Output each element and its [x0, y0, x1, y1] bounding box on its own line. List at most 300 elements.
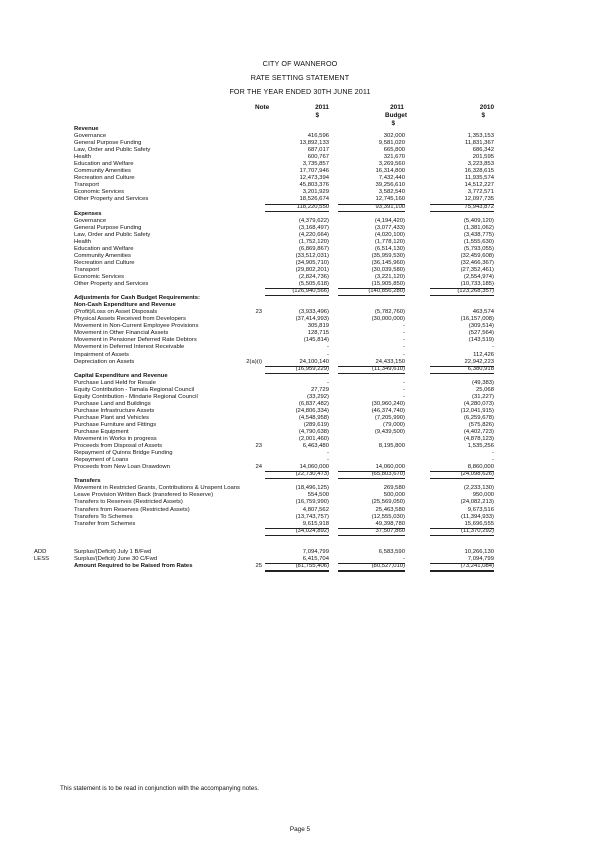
actual-2011-value: 18,526,674 [299, 196, 329, 203]
row-label: Surplus/(Deficit) June 30 C/Fwd [74, 555, 158, 562]
actual-2011-value: (16,959,229) [295, 365, 329, 372]
statement-row [0, 295, 600, 302]
subtotal-rule [430, 366, 494, 367]
statement-row [0, 492, 600, 499]
column-header-2010-year: 2010 [479, 104, 494, 111]
subtotal-rule [338, 563, 405, 564]
statement-row [0, 316, 600, 323]
row-label: Proceeds from Disposal of Assets [74, 443, 163, 450]
actual-2010-value: 11,831,367 [464, 140, 494, 147]
statement-footnote: This statement is to be read in conjunction with the accompanying notes. [60, 785, 260, 792]
statement-row [0, 274, 600, 281]
actual-2011-value: 687,017 [307, 147, 329, 154]
row-label: General Purpose Funding [74, 224, 142, 231]
statement-row [0, 239, 600, 246]
actual-2011-value: (3,933,496) [298, 309, 329, 316]
actual-2010-value: (4,280,073) [463, 400, 494, 407]
statement-row [0, 323, 600, 330]
row-label: Community Amenities [74, 168, 131, 175]
statement-row [0, 196, 600, 203]
actual-2010-value: (2,233,130) [463, 485, 494, 492]
row-label: Purchase Infrastructure Assets [74, 407, 155, 414]
actual-2011-value: 6,463,480 [302, 443, 329, 450]
row-label: Transfers to Reserves (Restricted Assets) [74, 499, 183, 506]
subtotal-row [0, 366, 600, 373]
budget-2011-value: 665,800 [383, 147, 405, 154]
subtotal-rule [430, 528, 494, 529]
row-note: 23 [255, 443, 262, 450]
statement-row [0, 260, 600, 267]
row-label: Transport [74, 266, 99, 273]
statement-row [0, 387, 600, 394]
actual-2010-value: (32,459,608) [460, 252, 494, 259]
column-header-2011-year: 2011 [315, 104, 329, 111]
actual-2010-value: (5,793,055) [463, 245, 494, 252]
subtotal-rule [430, 471, 494, 472]
actual-2010-value: 3,223,853 [467, 161, 494, 168]
statement-row [0, 126, 600, 133]
actual-2011-value: (81,755,406) [295, 562, 329, 569]
column-header-2011-unit: $ [315, 112, 319, 119]
row-label: General Purpose Funding [74, 140, 142, 147]
actual-2010-value: 25,068 [475, 386, 494, 393]
row-label: Movement in Other Financial Assets [74, 330, 169, 337]
budget-2011-value: (80,527,010) [371, 562, 405, 569]
actual-2011-value: (145,814) [303, 337, 329, 344]
row-label: Transfer from Schemes [74, 520, 136, 527]
statement-row [0, 154, 600, 161]
budget-2011-value: 14,060,000 [375, 464, 405, 471]
actual-2011-value: 128,715 [307, 330, 329, 337]
row-label: Movement in Pensioner Deferred Rate Debtors [74, 337, 197, 344]
actual-2011-value: 7,094,799 [302, 548, 329, 555]
row-label: Physical Assets Received from Developers [74, 316, 186, 323]
actual-2010-value: (24,082,213) [460, 499, 494, 506]
row-label: Impairment of Assets [74, 351, 129, 358]
actual-2011-value: 118,220,550 [296, 203, 329, 210]
actual-2011-value: 12,473,394 [299, 175, 329, 182]
row-label: Governance [74, 217, 107, 224]
actual-2010-value: 11,935,574 [464, 175, 494, 182]
actual-2011-value: 3,735,857 [302, 161, 329, 168]
row-prefix: LESS [34, 555, 50, 562]
budget-2011-value: 7,432,440 [378, 175, 405, 182]
actual-2010-value: 463,574 [472, 309, 494, 316]
actual-2010-value: 22,942,223 [464, 358, 494, 365]
actual-2011-value: 17,707,946 [299, 168, 329, 175]
budget-2011-value: (140,856,280) [368, 288, 405, 295]
budget-2011-value: 16,314,800 [375, 168, 405, 175]
column-header-note: Note [255, 104, 270, 111]
statement-row [0, 267, 600, 274]
statement-row [0, 330, 600, 337]
actual-2010-value: 12,097,735 [464, 196, 494, 203]
row-label: Leave Provision Written Back (transfered to Reserve) [74, 492, 214, 499]
budget-2011-value: 24,433,150 [375, 358, 405, 365]
row-label: Transfers To Schemes [74, 513, 133, 520]
actual-2010-value: (49,383) [472, 379, 494, 386]
actual-2010-value: (11,394,933) [461, 513, 494, 520]
actual-2010-value: (309,514) [468, 323, 494, 330]
budget-2011-value: 25,463,580 [375, 506, 405, 513]
row-label: Repayment of Loans [74, 457, 129, 464]
statement-row [0, 211, 600, 218]
row-label: Governance [74, 133, 107, 140]
budget-2011-value: 3,269,560 [378, 161, 405, 168]
actual-2010-value: (575,826) [468, 421, 494, 428]
statement-row [0, 225, 600, 232]
budget-2011-value: 39,256,610 [375, 182, 405, 189]
subtotal-row [0, 288, 600, 295]
row-label: Adjustments for Cash Budget Requirements: [74, 295, 201, 302]
actual-2010-value: (10,733,185) [460, 281, 494, 288]
budget-2011-value: (9,439,500) [374, 429, 405, 436]
row-label: Purchase Plant and Vehicles [74, 414, 149, 421]
row-label: Repayment of Quinns Bridge Funding [74, 450, 173, 457]
actual-2011-value: (6,837,482) [298, 400, 329, 407]
actual-2010-value: (24,098,626) [460, 471, 494, 478]
statement-row [0, 478, 600, 485]
budget-2011-value: - [403, 344, 405, 351]
row-label: Purchase Land and Buildings [74, 400, 151, 407]
actual-2011-value: (34,905,710) [295, 259, 329, 266]
actual-2010-value: 16,328,615 [464, 168, 494, 175]
actual-2011-value: 416,596 [307, 133, 329, 140]
budget-2011-value: (6,514,130) [374, 245, 405, 252]
subtotal-rule [265, 288, 329, 289]
budget-2011-value: 302,000 [383, 133, 405, 140]
total-double-rule [430, 571, 494, 572]
budget-2011-value: 9,581,020 [378, 140, 405, 147]
statement-row [0, 140, 600, 147]
column-header-2010-unit: $ [481, 112, 485, 119]
budget-2011-value: 8,195,800 [378, 443, 405, 450]
budget-2011-value: 93,391,100 [375, 203, 405, 210]
actual-2011-value: (33,292) [307, 393, 329, 400]
statement-row [0, 436, 600, 443]
subtotal-rule [265, 528, 329, 529]
budget-2011-value: (3,221,120) [374, 273, 405, 280]
budget-2011-value: (12,555,030) [371, 513, 405, 520]
subtotal-rule [430, 563, 494, 564]
budget-2011-value: (65,803,670) [371, 471, 405, 478]
actual-2010-value: 201,595 [472, 154, 494, 161]
actual-2010-value: (1,555,630) [463, 238, 494, 245]
actual-2011-value: (4,548,958) [298, 414, 329, 421]
actual-2011-value: (4,379,622) [298, 217, 329, 224]
actual-2011-value: (2,824,736) [298, 273, 329, 280]
row-label: Other Property and Services [74, 281, 149, 288]
budget-2011-value: 12,745,160 [375, 196, 405, 203]
row-label: Movement in Works in progress [74, 436, 157, 443]
budget-2011-value: - [403, 351, 405, 358]
row-label: (Profit)/Loss on Asset Disposals [74, 309, 158, 316]
row-label: Purchase Land Held for Resale [74, 379, 156, 386]
statement-row [0, 464, 600, 471]
row-label: Surplus/(Deficit) July 1 B/Fwd [74, 548, 152, 555]
actual-2010-value: 75,943,872 [464, 203, 494, 210]
column-header-budget-label: Budget [384, 112, 407, 119]
statement-row [0, 373, 600, 380]
actual-2011-value: - [327, 450, 329, 457]
statement-row [0, 337, 600, 344]
statement-row [0, 175, 600, 182]
row-label: Law, Order and Public Safety [74, 231, 151, 238]
actual-2010-value: (12,041,915) [460, 407, 494, 414]
statement-row [0, 182, 600, 189]
row-label: Expenses [74, 210, 102, 217]
subtotal-rule [265, 563, 329, 564]
budget-2011-value: (25,569,050) [371, 499, 405, 506]
budget-2011-value: 500,000 [383, 492, 405, 499]
actual-2010-value: 1,353,153 [467, 133, 494, 140]
row-label: Non-Cash Expenditure and Revenue [74, 302, 176, 309]
row-label: Equity Contribution - Mindarie Regional Council [74, 393, 198, 400]
actual-2011-value: 13,892,133 [299, 140, 329, 147]
budget-2011-value: - [403, 323, 405, 330]
budget-2011-value: (30,039,580) [371, 266, 405, 273]
budget-2011-value: (36,145,960) [371, 259, 405, 266]
actual-2010-value: - [492, 457, 494, 464]
actual-2011-value: (33,512,031) [295, 252, 329, 259]
statement-row [0, 133, 600, 140]
statement-row [0, 415, 600, 422]
column-header-budget-year: 2011 [390, 104, 404, 111]
row-label: Transport [74, 182, 99, 189]
actual-2011-value: (16,759,990) [295, 499, 329, 506]
budget-2011-value: (15,905,850) [371, 281, 405, 288]
actual-2011-value: (289,619) [303, 421, 329, 428]
row-label: Education and Welfare [74, 245, 134, 252]
budget-2011-value: (5,782,760) [374, 309, 405, 316]
statement-title: RATE SETTING STATEMENT [250, 73, 350, 82]
budget-2011-value: (3,077,433) [374, 224, 405, 231]
actual-2010-value: (1,381,062) [463, 224, 494, 231]
statement-row [0, 563, 600, 570]
statement-table [0, 126, 600, 570]
actual-2011-value: 14,060,000 [299, 464, 329, 471]
actual-2010-value: (6,259,678) [463, 414, 494, 421]
actual-2011-value: 3,201,929 [302, 189, 329, 196]
statement-row [0, 408, 600, 415]
actual-2010-value: (16,157,008) [460, 316, 494, 323]
actual-2010-value: 686,342 [472, 147, 494, 154]
row-label: Recreation and Culture [74, 175, 135, 182]
subtotal-row [0, 528, 600, 535]
actual-2011-value: 27,729 [310, 386, 329, 393]
actual-2010-value: (31,227) [472, 393, 494, 400]
statement-row [0, 359, 600, 366]
statement-row [0, 507, 600, 514]
actual-2010-value: 950,000 [472, 492, 494, 499]
budget-2011-value: (46,374,740) [371, 407, 405, 414]
actual-2011-value: - [327, 457, 329, 464]
actual-2011-value: 9,615,918 [302, 520, 329, 527]
actual-2010-value: 8,860,000 [467, 464, 494, 471]
actual-2011-value: 24,100,140 [299, 358, 329, 365]
row-label: Other Property and Services [74, 196, 149, 203]
row-label: Transfers [74, 478, 101, 485]
row-label: Purchase Furniture and Fittings [74, 421, 157, 428]
actual-2011-value: - [327, 344, 329, 351]
subtotal-rule [338, 528, 405, 529]
actual-2011-value: 305,819 [307, 323, 329, 330]
spacer-row [0, 535, 600, 549]
statement-row [0, 499, 600, 506]
budget-2011-value: 49,398,780 [375, 520, 405, 527]
row-label: Economic Services [74, 189, 125, 196]
row-label: Community Amenities [74, 252, 131, 259]
statement-row [0, 253, 600, 260]
budget-2011-value: (1,778,120) [374, 238, 405, 245]
row-label: Purchase Equipment [74, 429, 129, 436]
actual-2011-value: (4,790,638) [298, 429, 329, 436]
statement-row [0, 352, 600, 359]
actual-2011-value: (1,752,120) [298, 238, 329, 245]
actual-2011-value: (5,505,618) [298, 281, 329, 288]
budget-2011-value: 269,580 [383, 485, 405, 492]
actual-2011-value: - [327, 379, 329, 386]
budget-2011-value: 37,507,860 [375, 527, 405, 534]
budget-2011-value: (35,959,530) [371, 252, 405, 259]
actual-2011-value: 554,500 [307, 492, 329, 499]
entity-name: CITY OF WANNEROO [262, 59, 338, 68]
statement-row [0, 549, 600, 556]
subtotal-rule [265, 366, 329, 367]
subtotal-rule [265, 204, 329, 205]
row-label: Health [74, 154, 92, 161]
actual-2010-value: (143,519) [468, 337, 494, 344]
statement-row [0, 309, 600, 316]
budget-2011-value: - [403, 386, 405, 393]
actual-2010-value: 7,094,799 [467, 555, 494, 562]
actual-2011-value: (29,802,201) [295, 266, 329, 273]
row-label: Economic Services [74, 273, 125, 280]
page-number: Page 5 [289, 826, 311, 833]
actual-2010-value: - [492, 450, 494, 457]
statement-row [0, 514, 600, 521]
subtotal-rule [338, 288, 405, 289]
budget-2011-value: - [403, 337, 405, 344]
statement-row [0, 394, 600, 401]
actual-2010-value: (2,554,974) [463, 273, 494, 280]
row-label: Amount Required to be Raised from Rates [74, 562, 193, 569]
actual-2010-value: (27,352,461) [460, 266, 494, 273]
row-label: Revenue [74, 126, 99, 132]
budget-2011-value: - [403, 330, 405, 337]
actual-2011-value: 600,767 [307, 154, 329, 161]
row-label: Proceeds from New Loan Drawdown [74, 464, 170, 471]
total-double-rule [338, 571, 405, 572]
actual-2011-value: (18,496,125) [295, 485, 329, 492]
actual-2010-value: 9,673,516 [467, 506, 494, 513]
row-label: Movement in Restricted Grants, Contributions & Unspent Loans [74, 485, 240, 492]
row-label: Movement in Non-Current Employee Provisions [74, 323, 199, 330]
actual-2011-value: (2,001,460) [298, 436, 329, 443]
row-label: Movement in Deferred Interest Receivable [74, 344, 185, 351]
statement-row [0, 380, 600, 387]
actual-2010-value: (32,466,367) [460, 259, 494, 266]
budget-2011-value: (7,205,990) [374, 414, 405, 421]
statement-row [0, 302, 600, 309]
column-header-budget-unit: $ [391, 120, 395, 127]
budget-2011-value: (30,960,240) [371, 400, 405, 407]
actual-2010-value: (4,878,123) [463, 436, 494, 443]
budget-2011-value: (11,349,610) [372, 365, 405, 372]
actual-2011-value: - [327, 351, 329, 358]
row-label: Capital Expenditure and Revenue [74, 372, 168, 379]
actual-2010-value: 15,696,555 [464, 520, 494, 527]
actual-2011-value: 45,803,376 [299, 182, 329, 189]
actual-2011-value: (34,024,892) [295, 527, 329, 534]
total-double-rule [265, 571, 329, 572]
actual-2010-value: (3,438,775) [463, 231, 494, 238]
budget-2011-value: (4,020,100) [374, 231, 405, 238]
budget-2011-value: - [403, 393, 405, 400]
actual-2011-value: 6,415,704 [302, 555, 329, 562]
actual-2010-value: 6,380,918 [467, 365, 494, 372]
row-label: Transfers from Reserves (Restricted Assets) [74, 506, 190, 513]
budget-2011-value: (30,000,000) [371, 316, 405, 323]
subtotal-rule [265, 471, 329, 472]
budget-2011-value: - [403, 555, 405, 562]
actual-2010-value: (4,402,723) [463, 429, 494, 436]
subtotal-rule [430, 288, 494, 289]
actual-2010-value: - [492, 344, 494, 351]
statement-row [0, 344, 600, 351]
statement-row [0, 246, 600, 253]
actual-2010-value: 10,266,130 [464, 548, 494, 555]
statement-row [0, 521, 600, 528]
actual-2011-value: (13,743,757) [295, 513, 329, 520]
row-prefix: ADD [34, 548, 47, 555]
actual-2011-value: (4,220,664) [298, 231, 329, 238]
statement-row [0, 218, 600, 225]
actual-2010-value: 1,535,256 [467, 443, 494, 450]
row-label: Depreciation on Assets [74, 358, 135, 365]
actual-2010-value: (527,564) [468, 330, 494, 337]
statement-row [0, 281, 600, 288]
statement-row [0, 401, 600, 408]
actual-2011-value: 4,807,562 [302, 506, 329, 513]
budget-2011-value: (4,194,420) [374, 217, 405, 224]
budget-2011-value: 6,583,590 [378, 548, 405, 555]
actual-2011-value: (126,940,566) [292, 288, 329, 295]
budget-2011-value: 321,670 [383, 154, 405, 161]
actual-2010-value: (11,370,292) [461, 527, 494, 534]
row-note: 23 [255, 309, 262, 316]
subtotal-row [0, 204, 600, 211]
actual-2011-value: (6,869,867) [298, 245, 329, 252]
actual-2010-value: 112,426 [473, 351, 494, 358]
actual-2011-value: (37,414,993) [295, 316, 329, 323]
subtotal-rule [338, 204, 405, 205]
actual-2010-value: 3,772,571 [467, 189, 494, 196]
statement-row [0, 161, 600, 168]
subtotal-row [0, 471, 600, 478]
statement-row [0, 189, 600, 196]
row-label: Recreation and Culture [74, 259, 135, 266]
row-note: 2(a)(i) [246, 358, 262, 365]
actual-2010-value: (5,409,120) [463, 217, 494, 224]
statement-period: FOR THE YEAR ENDED 30TH JUNE 2011 [229, 87, 371, 96]
actual-2011-value: (3,168,497) [298, 224, 329, 231]
actual-2011-value: (22,730,473) [295, 471, 329, 478]
statement-row [0, 485, 600, 492]
row-label: Equity Contribution - Tamala Regional Council [74, 386, 195, 393]
actual-2010-value: (73,241,084) [460, 562, 494, 569]
statement-row [0, 457, 600, 464]
